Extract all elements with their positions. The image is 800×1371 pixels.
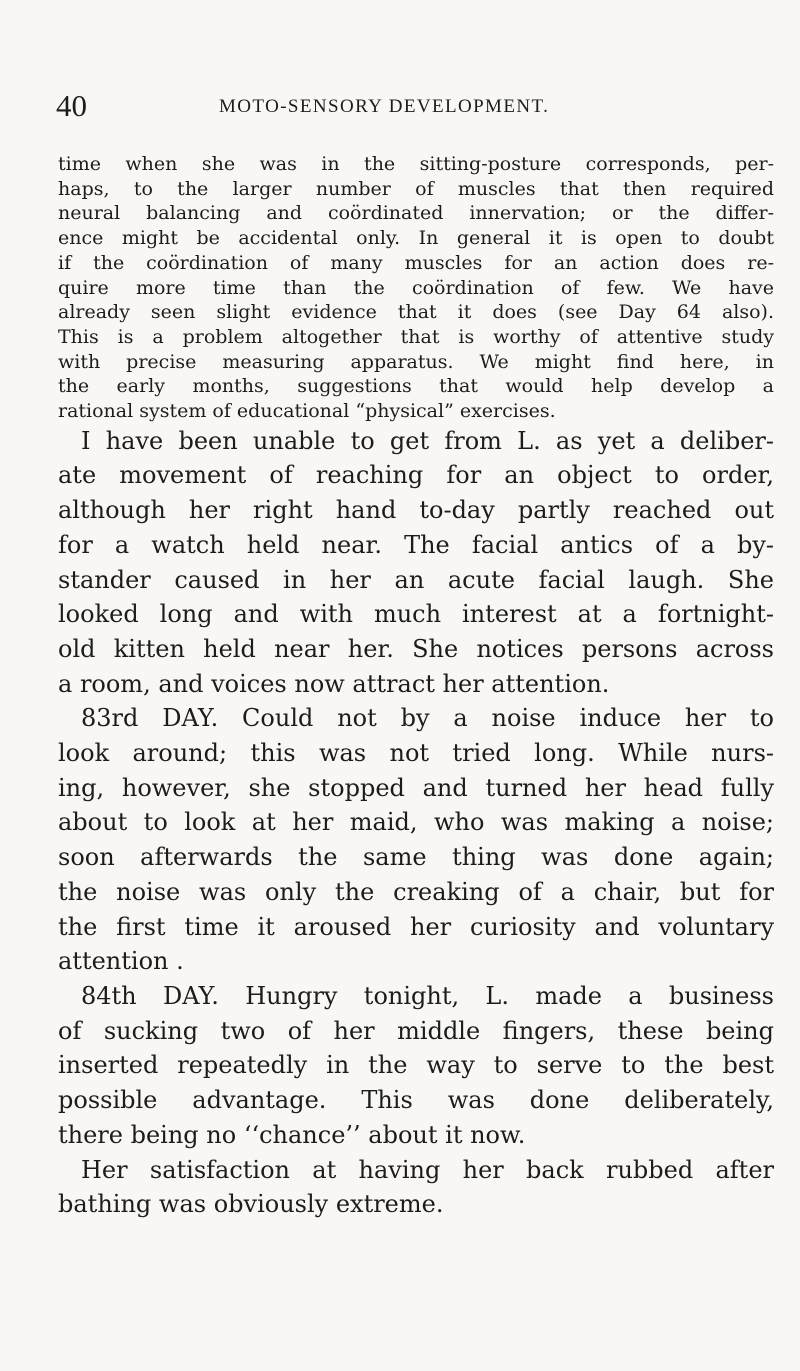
page-number: 40 — [56, 88, 87, 123]
text-line: although her right hand to-day partly reached out — [58, 496, 774, 525]
paragraph — [58, 701, 774, 979]
text-line: looked long and with much interest at a fortnight- — [58, 600, 774, 629]
text-line: 83rd DAY. Could not by a noise induce her to — [81, 704, 774, 733]
text-line: soon afterwards the same thing was done again; — [58, 843, 774, 872]
running-title: MOTO-SENSORY DEVELOPMENT. — [219, 96, 550, 117]
text-line: already seen slight evidence that it does (see Day 64 also). — [58, 301, 774, 324]
paragraph — [58, 152, 774, 424]
text-line: attention . — [58, 947, 184, 976]
text-line: ence might be accidental only. In general it is open to doubt — [58, 227, 774, 250]
text-line: if the coördination of many muscles for an action does re- — [58, 251, 774, 274]
text-line: bathing was obviously extreme. — [58, 1190, 444, 1219]
text-line: for a watch held near. The facial antics of a by- — [58, 530, 774, 559]
body-text — [58, 152, 774, 1222]
text-line: quire more time than the coördination of few. We have — [58, 276, 774, 299]
text-line: ing, however, she stopped and turned her head fully — [58, 773, 774, 802]
text-line: rational system of educational “physical” exercises. — [58, 400, 556, 423]
paragraph — [58, 1153, 774, 1222]
text-line: haps, to the larger number of muscles that then required — [58, 177, 774, 200]
text-line: inserted repeatedly in the way to serve to the best — [58, 1051, 774, 1080]
text-line: time when she was in the sitting-posture corresponds, per- — [58, 153, 774, 175]
text-line: possible advantage. This was done deliberately, — [58, 1086, 774, 1115]
text-line: the noise was only the creaking of a chair, but for — [58, 877, 774, 906]
text-line: the first time it aroused her curiosity and voluntary — [58, 912, 774, 941]
text-line: with precise measuring apparatus. We might find here, in — [58, 350, 774, 373]
text-line: a room, and voices now attract her attention. — [58, 669, 610, 698]
text-line: Her satisfaction at having her back rubbed after — [81, 1155, 774, 1184]
text-line: of sucking two of her middle fingers, these being — [58, 1016, 774, 1045]
text-line: look around; this was not tried long. While nurs- — [58, 739, 774, 768]
text-line: about to look at her maid, who was making a noise; — [58, 808, 774, 837]
page-header — [56, 88, 776, 128]
text-line: neural balancing and coördinated innervation; or the differ- — [58, 202, 774, 225]
text-line: stander caused in her an acute facial laugh. She — [58, 565, 774, 594]
text-line: This is a problem altogether that is worthy of attentive study — [58, 325, 774, 348]
paragraph — [58, 424, 774, 702]
text-line: I have been unable to get from L. as yet a deliber- — [81, 426, 774, 455]
text-line: ate movement of reaching for an object to order, — [58, 461, 774, 490]
text-line: the early months, suggestions that would help develop a — [58, 375, 774, 398]
text-line: there being no ‘‘chance’’ about it now. — [58, 1120, 526, 1149]
text-line: 84th DAY. Hungry tonight, L. made a business — [81, 981, 774, 1010]
text-line: old kitten held near her. She notices persons across — [58, 634, 774, 663]
paragraph — [58, 979, 774, 1153]
